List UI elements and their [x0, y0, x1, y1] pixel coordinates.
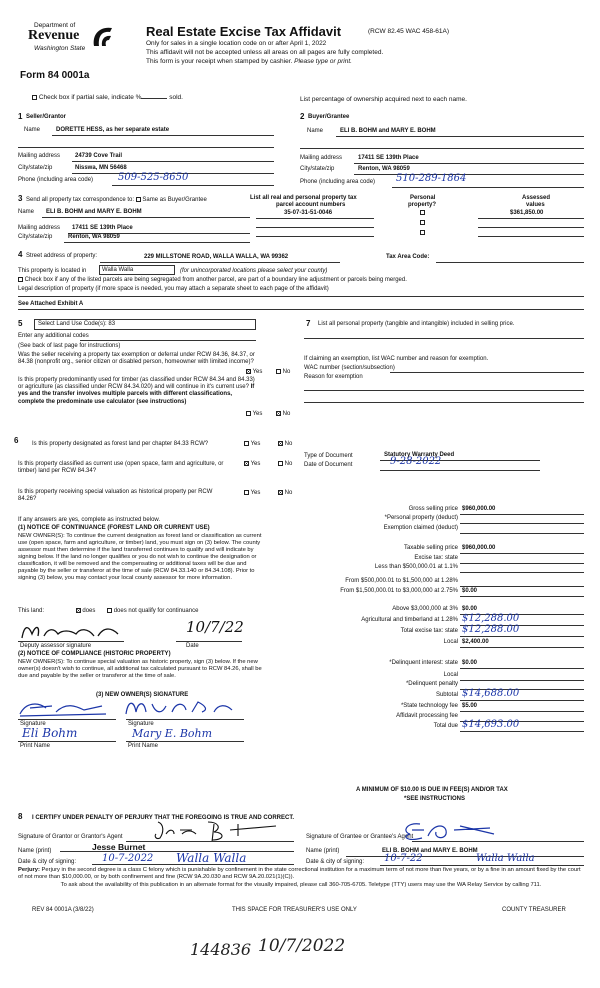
property-address: 229 MILLSTONE ROAD, WALLA WALLA, WA 99362	[144, 254, 289, 260]
sig-grantee-label: Signature of Grantee or Grantee's Agent	[306, 834, 414, 840]
buyer-phone: 510-289-1864	[396, 173, 467, 184]
rev-number: REV 84 0001A (3/8/22)	[32, 907, 94, 913]
s6-num: 6	[14, 436, 19, 445]
calc-value: $14,688.00	[462, 688, 520, 699]
calc-label: Gross selling price	[408, 506, 458, 512]
seller-city: Nisswa, MN 56468	[75, 165, 127, 171]
s6-q1-no: No	[278, 441, 292, 448]
additional-codes: Enter any additional codes	[18, 333, 89, 339]
sig-label-1: Signature	[20, 721, 46, 727]
doc-type-label: Type of Document	[304, 453, 353, 459]
calc-label: *State technology fee	[400, 703, 458, 709]
calc-value: $2,400.00	[462, 639, 489, 645]
county-value: Walla Walla	[102, 267, 134, 273]
buyer-city: Renton, WA 98059	[358, 166, 410, 172]
grantee-date: 10-7-22	[384, 853, 423, 864]
s5-q1-no: No	[276, 369, 290, 376]
personal-head1: Personal	[410, 195, 436, 201]
calc-label: Less than $500,000.01 at 1.1%	[374, 564, 458, 570]
s6-q2-no: No	[278, 461, 292, 468]
s8-num: 8	[18, 812, 23, 821]
calc-label: Taxable selling price	[403, 545, 458, 551]
certify: I CERTIFY UNDER PENALTY OF PERJURY THAT THE FOREGOING IS TRUE AND CORRECT.	[32, 815, 295, 821]
s1-num: 1	[18, 112, 23, 121]
personal-checkbox-1[interactable]	[420, 210, 425, 215]
s4-label: Street address of property:	[26, 253, 98, 259]
s7-num: 7	[306, 319, 311, 328]
s2-city-label: City/state/zip	[300, 166, 335, 172]
assessed-value: $361,850.00	[510, 210, 544, 216]
calc-label: Agricultural and timberland at 1.28%	[361, 617, 458, 623]
tax-mail: 17411 SE 139th Place	[72, 225, 133, 231]
s5-q2-no-checkbox[interactable]	[276, 411, 281, 416]
grantor-date-label: Date & city of signing:	[18, 859, 77, 865]
dor-logo	[28, 20, 120, 66]
s3-city-label: City/state/zip	[18, 234, 53, 240]
calc-value: $0.00	[462, 606, 478, 612]
s6-q3: Is this property receiving special valuation as historical property per RCW 84.26?	[18, 489, 213, 503]
exempt-label: If claiming an exemption, list WAC number and reason for exemption.	[304, 356, 489, 362]
seller-phone: 509-525-8650	[118, 172, 189, 183]
form-title: Real Estate Excise Tax Affidavit	[146, 24, 342, 39]
grantor-name: Jesse Burnet	[92, 842, 146, 852]
header-line1: Only for sales in a single location code on or after April 1, 2022	[146, 40, 327, 47]
calc-label: Subtotal	[435, 692, 458, 698]
located-note: (for unincorporated locations please select your county)	[180, 268, 328, 274]
print-name-1: Eli Bohm	[22, 726, 78, 740]
if-yes: If any answers are yes, complete as instructed below.	[18, 517, 161, 523]
seller-mail: 24739 Cove Trail	[75, 153, 123, 159]
calc-value: $0.00	[462, 660, 478, 666]
tax-city: Renton, WA 98059	[68, 234, 120, 240]
sig-label-2: Signature	[128, 721, 154, 727]
personal-head2: property?	[408, 202, 437, 208]
assessed-head2: values	[526, 202, 545, 208]
s3-mail-label: Mailing address	[18, 225, 61, 231]
buyer-name: ELI B. BOHM and MARY E. BOHM	[340, 128, 436, 134]
calc-label: Exemption claimed (deduct)	[383, 525, 458, 531]
grantor-date: 10-7-2022	[102, 853, 154, 864]
alt-format: To ask about the availability of this publication in an alternate format for the visually impaired, please call 360-705-6705. Teletype (TTY) users may use the WA Relay Service by calling 711.	[60, 882, 542, 888]
owner-signature-2	[122, 696, 240, 720]
form-number: Form 84 0001a	[20, 70, 90, 81]
calc-value: $12,288.00	[462, 624, 520, 635]
stamp-number: 144836	[190, 940, 252, 959]
notice1-title: (1) NOTICE OF CONTINUANCE (FOREST LAND OR CURRENT USE)	[18, 525, 210, 531]
calc-label: From $1,500,000.01 to $3,000,000 at 2.75%	[340, 588, 458, 594]
calc-label: Total excise tax: state	[400, 628, 458, 634]
dor-logo-mark	[90, 24, 116, 50]
s6-q2-yes-checkbox[interactable]	[244, 461, 249, 466]
s2-phone-label: Phone (including area code)	[300, 179, 376, 185]
owner-signature-1	[16, 698, 112, 720]
located-label: This property is located in	[18, 268, 87, 274]
assessor-signature	[18, 620, 128, 642]
dept-line2: Revenue	[28, 28, 80, 43]
calc-label: Affidavit processing fee	[396, 713, 458, 719]
s6-q3-no: No	[278, 490, 292, 497]
s5-q1: Was the seller receiving a property tax exemption or deferral under RCW 84.36, 84.37, or 84.38 (nonprofit org., senior citizen or disabled person, homeowner with limited income)?	[18, 352, 255, 366]
s5-q2-yes-checkbox[interactable]	[246, 411, 251, 416]
s5-q2-no: No	[276, 411, 290, 418]
s3-title: Send all property tax correspondence to: Same as Buyer/Grantee	[26, 197, 207, 204]
calc-label: *Delinquent penalty	[405, 681, 458, 687]
s6-q2: Is this property classified as current use (open space, farm and agriculture, or timber) land per RCW 84.34?	[18, 461, 224, 475]
segregate-checkbox[interactable]	[18, 277, 23, 282]
s7-label: List all personal property (tangible and intangible) included in selling price.	[318, 321, 515, 327]
calc-label: Above $3,000,000 at 3%	[392, 606, 458, 612]
sig-grantor-label: Signature of Grantor or Grantor's Agent	[18, 834, 123, 840]
ownership-note: List percentage of ownership acquired next to each name.	[300, 96, 467, 103]
dept-line1: Department of	[34, 22, 76, 29]
calc-label: Excise tax: state	[414, 555, 458, 561]
grantee-signature	[398, 818, 498, 842]
minimum-note: A MINIMUM OF $10.00 IS DUE IN FEE(S) AND/OR TAX	[356, 787, 508, 793]
s5-q1-yes: Yes	[246, 369, 262, 376]
print-name-label-2: Print Name	[128, 743, 159, 749]
date-label: Date	[186, 643, 199, 649]
parcel-head1: List all real and personal property tax	[250, 195, 357, 201]
s6-q1-yes-checkbox[interactable]	[244, 441, 249, 446]
s6-q1-no-checkbox[interactable]	[278, 441, 283, 446]
calc-value: $5.00	[462, 703, 478, 709]
print-name-label-1: Print Name	[20, 743, 51, 749]
calc-label: Local	[443, 672, 458, 678]
land-use-label: Select Land Use Code(s): 83	[38, 321, 116, 327]
s5-q2-yes: Yes	[246, 411, 262, 418]
s2-num: 2	[300, 112, 305, 121]
land-does-checkbox[interactable]	[76, 608, 81, 613]
calc-label: *Delinquent interest: state	[389, 660, 458, 666]
notice2-body: NEW OWNER(S): To continue special valuation as historic property, sign (3) below. If the new owner(s) doesn't wish to continue, all additional tax calculated pursuant to RCW 84.26, shall be due and payable by the seller or transferor at the time of sale.	[18, 659, 262, 680]
buyer-mail: 17411 SE 139th Place	[358, 155, 419, 161]
parcel-head2: parcel account numbers	[276, 202, 346, 208]
calc-value: $14,693.00	[462, 719, 520, 730]
s6-q2-no-checkbox[interactable]	[278, 461, 283, 466]
calc-value: $960,000.00	[462, 545, 496, 551]
s5-q1-yes-checkbox[interactable]	[246, 369, 251, 374]
calc-label: Total due	[433, 723, 458, 729]
s1-phone-label: Phone (including area code)	[18, 177, 94, 183]
header-line3: This form is your receipt when stamped by cashier. Please type or print.	[146, 58, 352, 65]
stamp-date: 10/7/2022	[258, 936, 346, 956]
s6-q3-no-checkbox[interactable]	[278, 490, 283, 495]
land-does-not-checkbox[interactable]	[107, 608, 112, 613]
form-rcw: (RCW 82.45 WAC 458-61A)	[368, 28, 450, 35]
treasurer-note: THIS SPACE FOR TREASURER'S USE ONLY	[232, 907, 357, 913]
calc-value: $960,000.00	[462, 506, 496, 512]
personal-checkbox-3[interactable]	[420, 230, 425, 235]
s4-num: 4	[18, 250, 23, 259]
county-treasurer: COUNTY TREASURER	[502, 907, 566, 913]
s1-title: Seller/Grantor	[26, 114, 67, 120]
doc-type: Statutory Warranty Deed	[384, 452, 455, 458]
calc-label: *Personal property (deduct)	[384, 515, 458, 521]
perjury: Perjury: Perjury in the second degree is a class C felony which is punishable by confinement in the state correctional institution for a maximum term of not more than five years, or by a fine in an amount fixed by the court of not more than $10,000.00, or by both confinement and fine (RCW 9A.20.030 and RCW 9A.20.021(1)(C)).	[18, 867, 581, 880]
s2-name-label: Name	[307, 128, 324, 134]
s5-num: 5	[18, 319, 23, 328]
this-land: This land: does does not qualify for continuance	[18, 608, 199, 615]
tax-area-label: Tax Area Code:	[386, 254, 430, 260]
s2-title: Buyer/Grantee	[308, 114, 350, 120]
see-back: (See back of last page for instructions)	[18, 343, 121, 349]
notice2-title: (2) NOTICE OF COMPLIANCE (HISTORIC PROPERTY)	[18, 651, 171, 657]
s2-mail-label: Mailing address	[300, 155, 343, 161]
s6-q3-yes-checkbox[interactable]	[244, 490, 249, 495]
doc-date: 9-28-2022	[390, 456, 442, 467]
calc-value: $12,288.00	[462, 613, 520, 624]
s1-name-label: Name	[24, 127, 41, 133]
s3-num: 3	[18, 194, 23, 203]
print-name-2: Mary E. Bohm	[132, 727, 213, 740]
segregate-note: Check box if any of the listed parcels are being segregated from another parcel, are part of a boundary line adjustment or parcels being merged.	[18, 277, 407, 284]
parcel-number: 35-07-31-51-0046	[284, 210, 333, 216]
s1-city-label: City/state/zip	[18, 165, 53, 171]
seller-name: DORETTE HESS, as her separate estate	[56, 127, 170, 133]
assessor-date: 10/7/22	[186, 618, 244, 636]
same-as-buyer-checkbox[interactable]	[136, 197, 141, 202]
partial-sale-checkbox[interactable]	[32, 95, 37, 100]
s3-name-label: Name	[18, 209, 35, 215]
s6-q1-yes: Yes	[244, 441, 260, 448]
reason-label: Reason for exemption	[304, 374, 363, 380]
grantor-city: Walla Walla	[176, 851, 247, 865]
grantee-name-label: Name (print)	[306, 848, 340, 854]
wac-label: WAC number (section/subsection)	[304, 365, 395, 371]
legal-description: See Attached Exhibit A	[18, 301, 84, 307]
calc-value: $0.00	[462, 588, 478, 594]
personal-checkbox-2[interactable]	[420, 220, 425, 225]
grantee-city: Walla Walla	[476, 853, 535, 864]
doc-date-label: Date of Document	[304, 462, 353, 468]
s6-q3-yes: Yes	[244, 490, 260, 497]
calc-label: From $500,000.01 to $1,500,000 at 1.28%	[345, 578, 458, 584]
header-line2: This affidavit will not be accepted unless all areas on all pages are fully completed.	[146, 49, 384, 56]
s5-q1-no-checkbox[interactable]	[276, 369, 281, 374]
notice1-body: NEW OWNER(S): To continue the current designation as forest land or classification as current use (open space, farm and agriculture, or timber) land, you must sign on (3) below. The county assessor must then determine if the land transferred continues to qualify and will indicate by signing below. If the land no longer qualifies or you do not wish to continue the designation or classification, it will be removed and the compensating or additional taxes will be due and payable by the seller or transferor at the time of sale (RCW 84.33.140 or 84.34.108). Prior to signing (3) below, you may contact your local county assessor for more information.	[18, 533, 262, 582]
s5-q2: Is this property predominantly used for timber (as classified under RCW 84.34 and 84.33) or agriculture (as classified under RCW 84.34.020) and will continue in it's current use? If yes and the transfer involves multiple parcels with different classifications, complete the predominate use calculator (see instructions)	[18, 377, 255, 405]
assessed-head1: Assessed	[522, 195, 551, 201]
see-instructions: *SEE INSTRUCTIONS	[404, 796, 466, 802]
grantee-date-label: Date & city of signing:	[306, 859, 365, 865]
deputy-sig-label: Deputy assessor signature	[20, 643, 92, 649]
grantee-name: ELI B. BOHM and MARY E. BOHM	[382, 848, 478, 854]
dept-line3: Washington State	[34, 45, 86, 52]
calc-label: Local	[443, 639, 458, 645]
tax-name: ELI B. BOHM and MARY E. BOHM	[46, 209, 142, 215]
s6-q1: Is this property designated as forest land per chapter 84.33 RCW?	[32, 441, 209, 447]
s6-q2-yes: Yes	[244, 461, 260, 468]
new-owner-sig: (3) NEW OWNER(S) SIGNATURE	[96, 692, 189, 698]
s1-mail-label: Mailing address	[18, 153, 61, 159]
partial-sale: Check box if partial sale, indicate % sold.	[32, 94, 183, 102]
legal-label: Legal description of property (if more space is needed, you may attach a separate sheet to each page of the affidavit)	[18, 286, 329, 292]
grantor-name-label: Name (print)	[18, 848, 52, 854]
